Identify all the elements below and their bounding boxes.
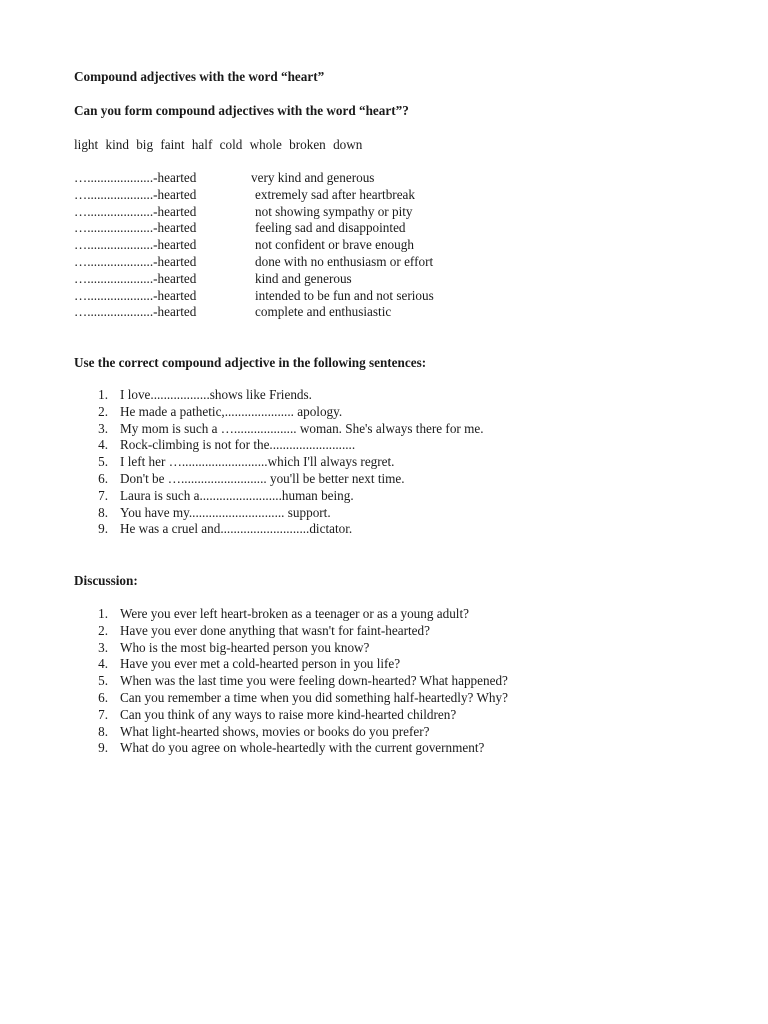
item-number: 2. <box>98 622 108 638</box>
item-number: 3. <box>98 420 108 436</box>
item-number: 5. <box>98 673 108 689</box>
definition: very kind and generous <box>251 170 375 185</box>
definition: feeling sad and disappointed <box>255 220 406 236</box>
fill-blank: …....................-hearted <box>74 253 197 269</box>
item-text: When was the last time you were feeling down-hearted? What happened? <box>120 673 508 689</box>
item-number: 7. <box>98 487 108 503</box>
item-number: 9. <box>98 740 108 756</box>
item-number: 1. <box>98 606 108 621</box>
item-number: 6. <box>98 689 108 705</box>
definition: not showing sympathy or pity <box>255 203 413 219</box>
item-number: 8. <box>98 723 108 739</box>
fill-blank: …....................-hearted <box>74 186 197 202</box>
item-number: 2. <box>98 403 108 419</box>
item-text: Have you ever done anything that wasn't for faint-hearted? <box>120 622 430 638</box>
fill-blank: …....................-hearted <box>74 270 197 286</box>
fill-blank: …....................-hearted <box>74 220 197 236</box>
item-text: My mom is such a …................... woman. She's always there for me. <box>120 420 484 436</box>
item-number: 9. <box>98 521 108 537</box>
item-text: Can you remember a time when you did something half-heartedly? Why? <box>120 689 508 705</box>
definition: kind and generous <box>255 270 352 286</box>
definition: extremely sad after heartbreak <box>255 186 415 202</box>
item-text: Were you ever left heart-broken as a teenager or as a young adult? <box>120 606 469 621</box>
item-text: I love..................shows like Friends. <box>120 387 312 402</box>
item-text: I left her …..........................which I'll always regret. <box>120 454 395 470</box>
item-number: 3. <box>98 639 108 655</box>
item-number: 1. <box>98 387 108 402</box>
fill-blank: …....................-hearted <box>74 170 197 185</box>
fill-blank: …....................-hearted <box>74 237 197 253</box>
item-text: Can you think of any ways to raise more kind-hearted children? <box>120 706 457 722</box>
item-text: Who is the most big-hearted person you know? <box>120 639 370 655</box>
item-text: What do you agree on whole-heartedly with the current government? <box>120 740 485 756</box>
item-text: What light-hearted shows, movies or books do you prefer? <box>120 723 430 739</box>
fill-blank: …....................-hearted <box>74 304 197 320</box>
item-text: He was a cruel and...........................dictator. <box>120 521 353 537</box>
word-bank: light kind big faint half cold whole broken down <box>74 137 363 152</box>
section-heading-discussion: Discussion: <box>74 573 138 588</box>
item-text: Have you ever met a cold-hearted person in you life? <box>120 656 401 672</box>
item-text: You have my............................. support. <box>120 504 331 520</box>
exercise-question: Can you form compound adjectives with the word “heart”? <box>74 103 409 118</box>
item-number: 6. <box>98 470 108 486</box>
definition: complete and enthusiastic <box>255 304 392 320</box>
page-title: Compound adjectives with the word “heart” <box>74 69 325 84</box>
item-number: 7. <box>98 706 108 722</box>
item-number: 4. <box>98 656 108 672</box>
definition: intended to be fun and not serious <box>255 287 434 303</box>
fill-blank: …....................-hearted <box>74 287 197 303</box>
item-text: He made a pathetic,..................... apology. <box>120 403 343 419</box>
item-number: 8. <box>98 504 108 520</box>
definition: done with no enthusiasm or effort <box>255 253 434 269</box>
item-text: Don't be ….......................... you'll be better next time. <box>120 470 405 486</box>
fill-blank: …....................-hearted <box>74 203 197 219</box>
section-heading-sentences: Use the correct compound adjective in the following sentences: <box>74 355 427 370</box>
item-text: Laura is such a.........................human being. <box>120 487 354 503</box>
item-number: 5. <box>98 454 108 470</box>
item-number: 4. <box>98 437 108 453</box>
item-text: Rock-climbing is not for the.......................... <box>120 437 356 453</box>
definition: not confident or brave enough <box>255 237 414 253</box>
